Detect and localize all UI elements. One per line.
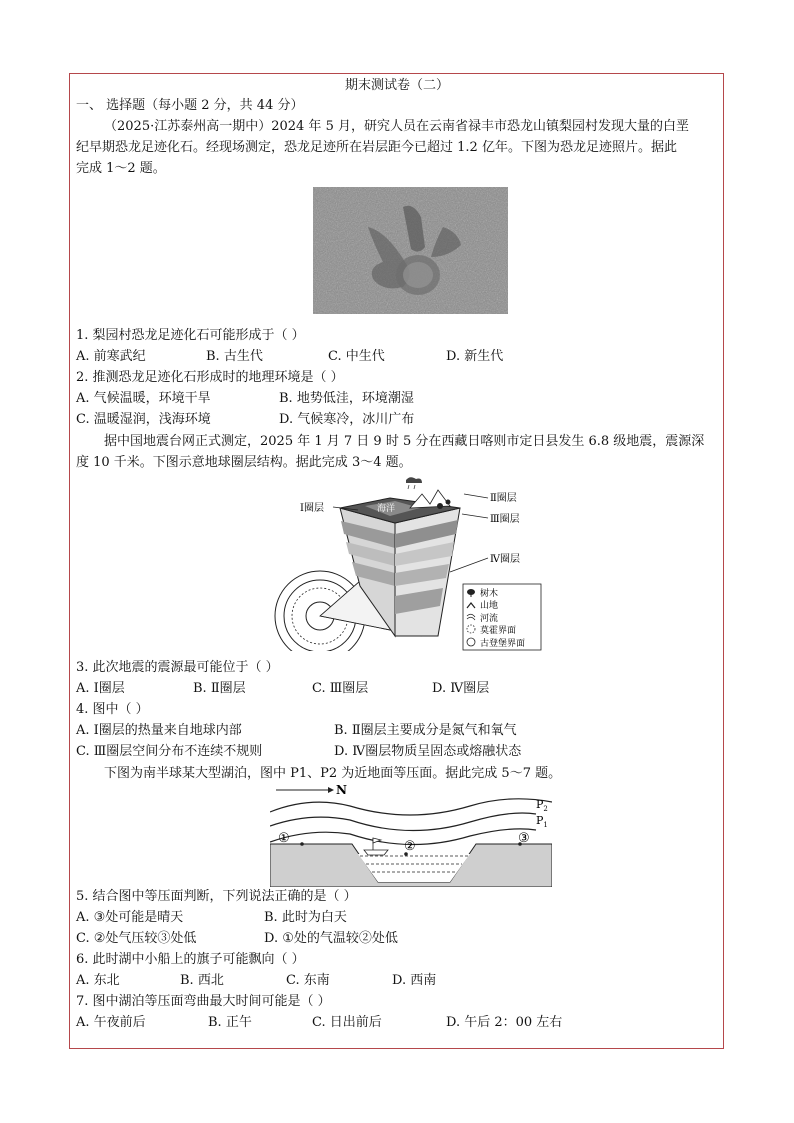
q4-option-d[interactable]: D. Ⅳ圈层物质呈固态或熔融状态 [334,744,522,759]
passage3: 下图为南半球某大型湖泊，图中 P1、P2 为近地面等压面。据此完成 5～7 题。 [104,766,562,781]
q6-option-c[interactable]: C. 东南 [286,973,330,988]
q6-option-a[interactable]: A. 东北 [76,973,120,988]
page-title: 期末测试卷（二） [344,78,449,93]
north-label: N [336,784,347,797]
q4-option-c[interactable]: C. Ⅲ圈层空间分布不连续不规则 [76,744,263,759]
legend-mountain: 山地 [480,601,499,611]
q4-option-b[interactable]: B. Ⅱ圈层主要成分是氮气和氧气 [334,723,517,738]
q1-stem: 1. 梨园村恐龙足迹化石可能形成于（ ） [76,328,305,343]
q3-option-c[interactable]: C. Ⅲ圈层 [312,681,369,696]
q3-option-d[interactable]: D. Ⅳ圈层 [432,681,490,696]
q6-stem: 6. 此时湖中小船上的旗子可能飘向（ ） [76,952,305,967]
q4-stem: 4. 图中（ ） [76,702,149,717]
q6-option-b[interactable]: B. 西北 [180,973,224,988]
q7-option-a[interactable]: A. 午夜前后 [76,1015,146,1030]
q5-stem: 5. 结合图中等压面判断，下列说法正确的是（ ） [76,889,357,904]
q5-option-a[interactable]: A. ③处可能是晴天 [76,910,184,925]
q7-option-c[interactable]: C. 日出前后 [312,1015,382,1030]
q5-option-d[interactable]: D. ①处的气温较②处低 [264,931,398,946]
passage1-line3: 完成 1～2 题。 [76,161,166,176]
point-2-label: ② [404,839,416,854]
sphere-3-label: Ⅲ圈层 [490,514,520,525]
q2-option-b[interactable]: B. 地势低洼，环境潮湿 [279,391,414,406]
legend-river: 河流 [480,614,499,624]
q1-option-a[interactable]: A. 前寒武纪 [76,349,146,364]
q7-stem: 7. 图中湖泊等压面弯曲最大时间可能是（ ） [76,994,331,1009]
ocean-label: 海洋 [377,504,396,514]
boat-with-flag [364,838,388,855]
legend-gutenberg: 古登堡界面 [480,639,526,649]
p2-label: $P_2$ [536,798,548,813]
passage1-line1: （2025·江苏泰州高一期中）2024 年 5 月，研究人员在云南省禄丰市恐龙山镇梨园村发现大量的白垩 [104,119,689,134]
sphere-4-label: Ⅳ圈层 [490,554,520,565]
q7-option-d[interactable]: D. 午后 2：00 左右 [446,1015,563,1030]
passage2-line2: 度 10 千米。下图示意地球圈层结构。据此完成 3～4 题。 [76,455,412,470]
legend-moho: 莫霍界面 [480,626,517,636]
p1-label: $P_1$ [536,814,548,829]
legend-tree: 树木 [480,589,499,599]
q2-option-a[interactable]: A. 气候温暖，环境干旱 [76,391,211,406]
q1-option-c[interactable]: C. 中生代 [328,349,385,364]
q7-option-b[interactable]: B. 正午 [208,1015,252,1030]
dinosaur-footprint-photo [313,187,508,314]
q2-stem: 2. 推测恐龙足迹化石形成时的地理环境是（ ） [76,370,344,385]
q3-option-b[interactable]: B. Ⅱ圈层 [193,681,246,696]
isobar-p1 [270,829,536,845]
q4-option-a[interactable]: A. Ⅰ圈层的热量来自地球内部 [76,723,242,738]
lake-isobar-diagram [270,784,552,887]
section-heading: 一、 选择题（每小题 2 分，共 44 分） [76,98,304,113]
q3-option-a[interactable]: A. Ⅰ圈层 [76,681,125,696]
q1-option-d[interactable]: D. 新生代 [446,349,504,364]
q5-option-c[interactable]: C. ②处气压较③处低 [76,931,197,946]
q6-option-d[interactable]: D. 西南 [392,973,437,988]
isobar-top [270,799,552,815]
q2-option-c[interactable]: C. 温暖湿润，浅海环境 [76,412,211,427]
passage2-line1: 据中国地震台网正式测定，2025 年 1 月 7 日 9 时 5 分在西藏日喀则市定日县发生 6.8 级地震，震源深 [104,434,705,449]
earth-spheres-diagram [270,476,545,651]
point-1-label: ① [278,831,290,846]
sphere-2-label: Ⅱ圈层 [490,493,517,504]
isobar-p2 [270,813,536,831]
sphere-1-label: Ⅰ圈层 [300,503,324,514]
q5-option-b[interactable]: B. 此时为白天 [264,910,347,925]
point-3-label: ③ [518,831,530,846]
passage1-line2: 纪早期恐龙足迹化石。经现场测定，恐龙足迹所在岩层距今已超过 1.2 亿年。下图为恐龙足迹照片。据此 [76,140,677,155]
q3-stem: 3. 此次地震的震源最可能位于（ ） [76,660,279,675]
q2-option-d[interactable]: D. 气候寒冷，冰川广布 [279,412,415,427]
q1-option-b[interactable]: B. 古生代 [206,349,263,364]
